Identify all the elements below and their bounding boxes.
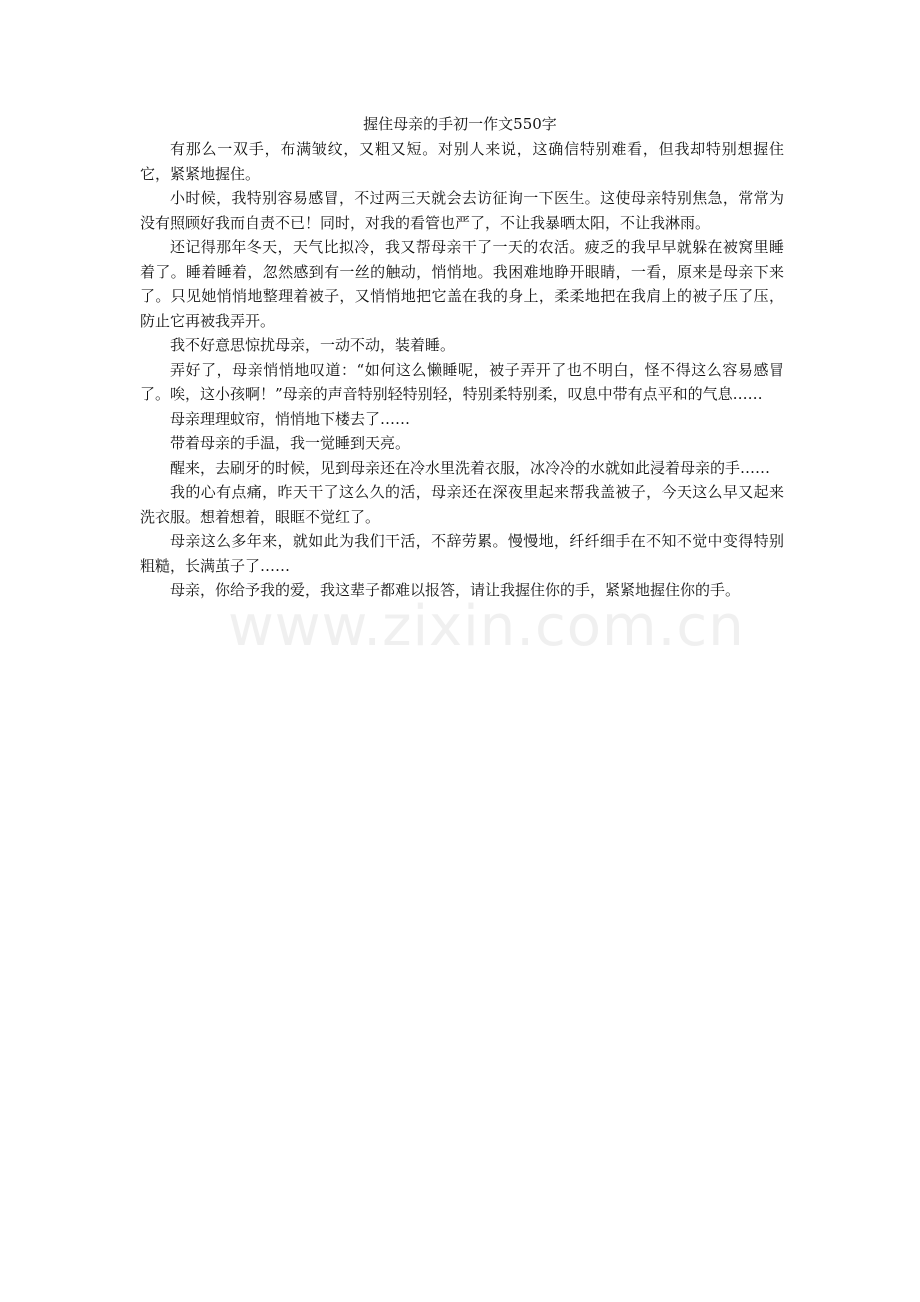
paragraph-8: 醒来，去刷牙的时候，见到母亲还在冷水里洗着衣服，冰冷冷的水就如此浸着母亲的手…… (170, 458, 771, 477)
document-title: 握住母亲的手初一作文550字 (363, 115, 557, 133)
paragraph-5: 弄好了，母亲悄悄地叹道：“如何这么懒睡呢，被子弄开了也不明白，怪不得这么容易感冒了。唉，这小孩啊！”母亲的声音特别轻特别轻，特别柔特别柔，叹息中带有点平和的气息…… (140, 360, 784, 403)
paragraph-11: 母亲，你给予我的爱，我这辈子都难以报答，请让我握住你的手，紧紧地握住你的手。 (170, 581, 741, 599)
paragraph-6: 母亲理理蚊帘，悄悄地下楼去了…… (170, 409, 411, 428)
paragraph-10: 母亲这么多年来，就如此为我们干活，不辞劳累。慢慢地，纤纤细手在不知不觉中变得特别粗糙，长满茧子了…… (140, 532, 784, 575)
paragraph-2: 小时候，我特别容易感冒，不过两三天就会去访征询一下医生。这使母亲特别焦急，常常为没有照顾好我而自责不已！同时，对我的看管也严了，不让我暴晒太阳，不让我淋雨。 (140, 189, 784, 232)
paragraph-9: 我的心有点痛，昨天干了这么久的活，母亲还在深夜里起来帮我盖被子，今天这么早又起来洗衣服。想着想着，眼眶不觉红了。 (140, 483, 784, 526)
paragraph-4: 我不好意思惊扰母亲，一动不动，装着睡。 (170, 336, 456, 354)
paragraph-7: 带着母亲的手温，我一觉睡到天亮。 (170, 434, 411, 452)
paragraph-3: 还记得那年冬天，天气比拟冷，我又帮母亲干了一天的农活。疲乏的我早早就躲在被窝里睡着了。睡着睡着，忽然感到有一丝的触动，悄悄地。我困难地睁开眼睛，一看，原来是母亲下来了。只见她悄悄地整理着被子，又悄悄地把它盖在我的身上，柔柔地把在我肩上的被子压了压，防止它再被我弄开。 (140, 238, 784, 330)
watermark: www.zixin.com.cn (228, 594, 745, 659)
paragraph-1: 有那么一双手，布满皱纹，又粗又短。对别人来说，这确信特别难看，但我却特别想握住它，紧紧地握住。 (140, 140, 784, 183)
document-body (140, 137, 784, 603)
